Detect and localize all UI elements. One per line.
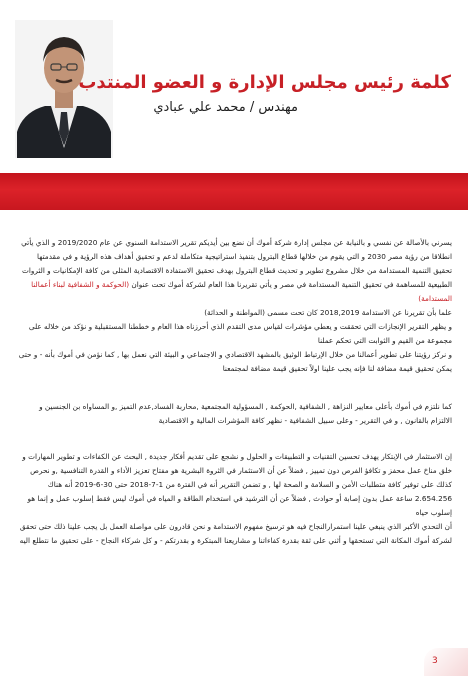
page-corner-decoration — [424, 648, 468, 676]
paragraph-innovation: إن الاستثمار في الإبتكار يهدف تحسين التقنيات و التطبيقات و الحلول و نشجع على تقديم أفكار جديدة , البحث عن الكفاءات و تطوير المهارات و خلق مناخ عمل محفز و تكافؤ الفرص دون تمييز , فضلاً عن أن الاستثمار في الثروة البشرية هو مفتاح تعزيز الأداء و القدرة التنافسية ,و نحرص كذلك على توفير كافة متطلبات الأمن و السلامة و الصحة لها , و تضمن التقرير أنه في الفترة من 1-7-2018 حتى 30-6-2019 أنه هناك 2.654.256 ساعة عمل بدون إصابة أو حوادث , فضلاً عن أن الترشيد في استخدام الطاقة و المياه في أموك ليس فقط إسلوب عمل و إنما هو إسلوب حياه — [22, 452, 452, 517]
paragraph-intro-text: يسرني بالأصالة عن نفسي و بالنيابة عن مجلس إدارة شركة أموك أن نضع بين أيديكم تقرير الاستدامة السنوي عن عام 2019/2020 و الذي يأتي انطلاقا من رؤية مصر 2030 و التي يقوم من خلالها قطاع البترول بتنفيذ استراتيجية متكاملة لدعم و تحقيق أهداف هذه الرؤية و في مقدمتها تحقيق التنمية المستدامة من خلال مشروع تطوير و تحديث قطاع البترول بهدف تحقيق الاستفادة الاقتصادية المثلى من كافة الإمكانيات و الثروات الطبيعية للمساهمة في تحقيق التنمية المستدامة في مصر و يأتي تقريرنا هذا العام لشركة أموك تحت عنوان — [21, 238, 452, 289]
paragraph-previous-report: علما بأن تقريرنا عن الاستدامة 2018,2019 كان تحت مسمى (المواطنة و الحداثة) — [204, 308, 452, 317]
page-title: كلمة رئيس مجلس الإدارة و العضو المنتدب — [78, 72, 451, 93]
paragraph-intro — [16, 236, 452, 306]
page-number: 3 — [432, 656, 438, 666]
header-red-band — [0, 173, 468, 210]
paragraph-vision: و نركز رؤيتنا على تطوير أعمالنا من خلال الإرتباط الوثيق بالمشهد الاقتصادي و الاجتماعي و البيئة التي نعمل بها , كما نؤمن في أموك بأنه - و حتى يمكن تحقيق قيمة مضافة لنا فإنه يجب علينا اولاً تحقيق قيمة مضافة لمجتمعنا — [18, 350, 452, 373]
letter-body — [16, 236, 452, 548]
report-theme-highlight: (الحوكمة و الشفافية لبناء أعمالنا المستدامة) — [31, 280, 452, 303]
paragraph-challenge: أن التحدي الأكبر الذي ينبغي علينا استمرارالنجاح فيه هو ترسيخ مفهوم الاستدامة و نحن قادرون على مواصلة العمل بل يجب علينا ذلك حتى تحقق لشركة أموك المكانة التي تستحقها و أثني على ثقة بقدرة كفاءاتنا و مشاريعنا المبتكرة و بقدرتكم - و كل شركاء النجاح - على تحقيق ما نتطلع اليه — [19, 522, 452, 545]
paragraph-achievements: و يظهر التقرير الإنجازات التي تحققت و يعطي مؤشرات لقياس مدى التقدم الذي أحرزناه هذا العام و خططنا المستقبلية و نؤكد من خلاله على مجموعة من القيم و الثوابت التي تحكم عملنا — [28, 322, 452, 345]
spacer — [16, 428, 452, 450]
paragraph-commitment: كما نلتزم في أموك بأعلى معايير النزاهة , الشفافية ,الحوكمة , المسؤولية المجتمعية ,محاربة الفساد,عدم التميز ,و المساواه بن الجنسين و الالتزام بالقانون , و في التقرير - وعلى سبيل الشفافية - نظهر كافة المؤشرات المالية و الاقتصادية — [39, 402, 452, 425]
spacer — [16, 376, 452, 400]
author-name: مهندس / محمد علي عبادي — [153, 100, 298, 115]
